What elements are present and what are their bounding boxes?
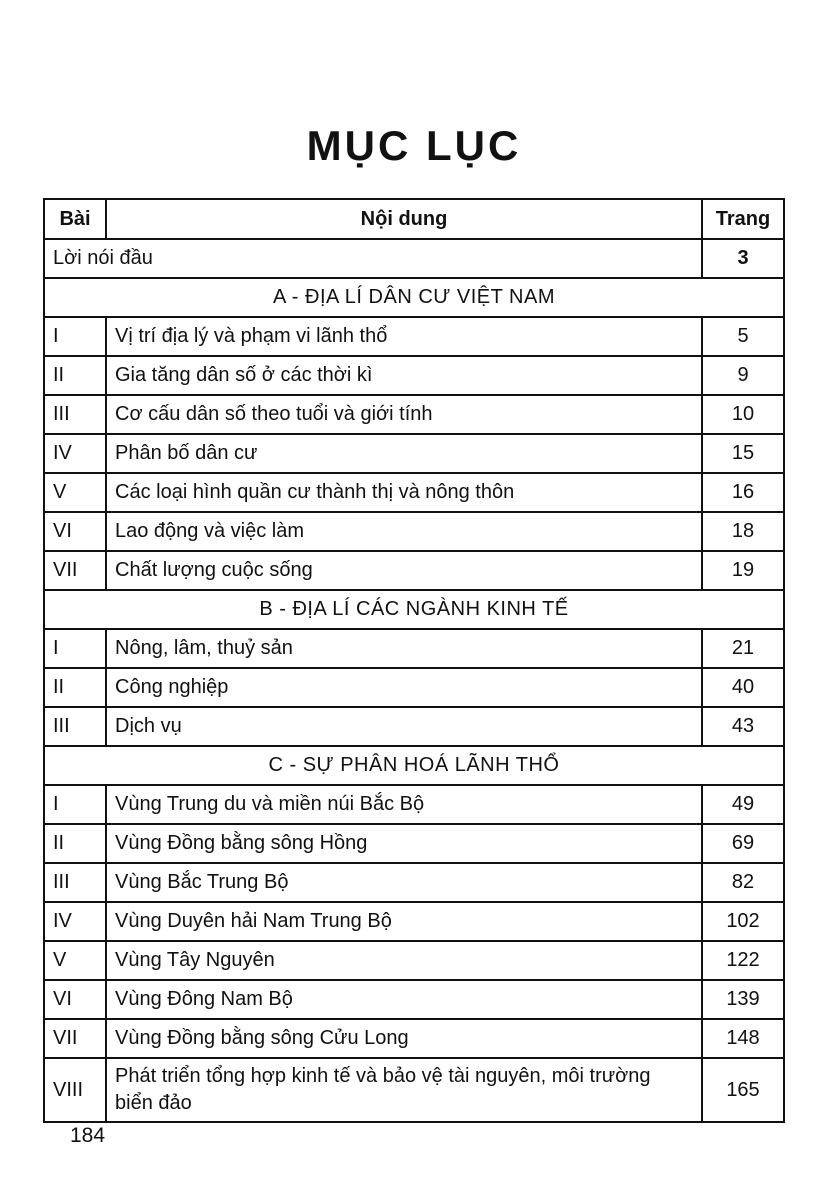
entry-page: 3 bbox=[702, 239, 784, 278]
entry-page: 49 bbox=[702, 785, 784, 824]
entry-page: 165 bbox=[702, 1058, 784, 1122]
entry-page: 16 bbox=[702, 473, 784, 512]
toc-entry-row bbox=[44, 1019, 784, 1058]
column-header-bai: Bài bbox=[44, 199, 106, 239]
entry-numeral: V bbox=[44, 473, 106, 512]
entry-page: 21 bbox=[702, 629, 784, 668]
entry-numeral: II bbox=[44, 824, 106, 863]
entry-title: Lời nói đầu bbox=[44, 239, 702, 278]
table-header-row bbox=[44, 199, 784, 239]
intro-row bbox=[44, 239, 784, 278]
entry-page: 139 bbox=[702, 980, 784, 1019]
entry-numeral: II bbox=[44, 356, 106, 395]
entry-title: Vùng Bắc Trung Bộ bbox=[106, 863, 702, 902]
entry-title: Phân bố dân cư bbox=[106, 434, 702, 473]
entry-title: Vị trí địa lý và phạm vi lãnh thổ bbox=[106, 317, 702, 356]
entry-numeral: IV bbox=[44, 434, 106, 473]
entry-numeral: II bbox=[44, 668, 106, 707]
entry-numeral: I bbox=[44, 317, 106, 356]
entry-numeral: VIII bbox=[44, 1058, 106, 1122]
entry-title: Gia tăng dân số ở các thời kì bbox=[106, 356, 702, 395]
toc-entry-row bbox=[44, 1058, 784, 1122]
toc-entry-row bbox=[44, 434, 784, 473]
entry-page: 122 bbox=[702, 941, 784, 980]
toc-entry-row bbox=[44, 824, 784, 863]
entry-numeral: IV bbox=[44, 902, 106, 941]
toc-entry-row bbox=[44, 473, 784, 512]
entry-page: 18 bbox=[702, 512, 784, 551]
entry-title: Các loại hình quần cư thành thị và nông thôn bbox=[106, 473, 702, 512]
toc-entry-row bbox=[44, 785, 784, 824]
toc-table bbox=[43, 198, 785, 1123]
entry-title: Chất lượng cuộc sống bbox=[106, 551, 702, 590]
entry-numeral: V bbox=[44, 941, 106, 980]
entry-numeral: VI bbox=[44, 980, 106, 1019]
entry-page: 69 bbox=[702, 824, 784, 863]
footer-page-number: 184 bbox=[70, 1124, 106, 1147]
section-header-label: B - ĐỊA LÍ CÁC NGÀNH KINH TẾ bbox=[44, 590, 784, 629]
entry-page: 43 bbox=[702, 707, 784, 746]
entry-numeral: III bbox=[44, 395, 106, 434]
column-header-noidung: Nội dung bbox=[106, 199, 702, 239]
entry-page: 15 bbox=[702, 434, 784, 473]
section-header-label: C - SỰ PHÂN HOÁ LÃNH THỔ bbox=[44, 746, 784, 785]
entry-title: Vùng Duyên hải Nam Trung Bộ bbox=[106, 902, 702, 941]
toc-entry-row bbox=[44, 512, 784, 551]
page-title: MỤC LỤC bbox=[306, 122, 522, 169]
toc-entry-row bbox=[44, 551, 784, 590]
entry-title: Vùng Đông Nam Bộ bbox=[106, 980, 702, 1019]
entry-numeral: I bbox=[44, 785, 106, 824]
entry-title: Vùng Đồng bằng sông Hồng bbox=[106, 824, 702, 863]
entry-title: Vùng Tây Nguyên bbox=[106, 941, 702, 980]
entry-title: Vùng Trung du và miền núi Bắc Bộ bbox=[106, 785, 702, 824]
entry-title: Nông, lâm, thuỷ sản bbox=[106, 629, 702, 668]
entry-title: Công nghiệp bbox=[106, 668, 702, 707]
toc-entry-row bbox=[44, 317, 784, 356]
column-header-trang: Trang bbox=[702, 199, 784, 239]
entry-page: 82 bbox=[702, 863, 784, 902]
entry-page: 19 bbox=[702, 551, 784, 590]
toc-entry-row bbox=[44, 395, 784, 434]
entry-page: 10 bbox=[702, 395, 784, 434]
entry-page: 148 bbox=[702, 1019, 784, 1058]
entry-page: 40 bbox=[702, 668, 784, 707]
section-header-row bbox=[44, 746, 784, 785]
entry-numeral: VI bbox=[44, 512, 106, 551]
entry-title: Phát triển tổng hợp kinh tế và bảo vệ tài nguyên, môi trường biển đảo bbox=[106, 1058, 702, 1122]
entry-numeral: III bbox=[44, 707, 106, 746]
toc-table-body bbox=[44, 239, 784, 1122]
toc-entry-row bbox=[44, 707, 784, 746]
entry-page: 5 bbox=[702, 317, 784, 356]
toc-entry-row bbox=[44, 902, 784, 941]
section-header-row bbox=[44, 278, 784, 317]
entry-page: 102 bbox=[702, 902, 784, 941]
toc-entry-row bbox=[44, 941, 784, 980]
entry-title: Cơ cấu dân số theo tuổi và giới tính bbox=[106, 395, 702, 434]
toc-entry-row bbox=[44, 356, 784, 395]
toc-entry-row bbox=[44, 668, 784, 707]
entry-title: Dịch vụ bbox=[106, 707, 702, 746]
toc-entry-row bbox=[44, 980, 784, 1019]
section-header-label: A - ĐỊA LÍ DÂN CƯ VIỆT NAM bbox=[44, 278, 784, 317]
entry-numeral: I bbox=[44, 629, 106, 668]
toc-entry-row bbox=[44, 629, 784, 668]
section-header-row bbox=[44, 590, 784, 629]
entry-numeral: III bbox=[44, 863, 106, 902]
entry-numeral: VII bbox=[44, 551, 106, 590]
toc-entry-row bbox=[44, 863, 784, 902]
entry-title: Lao động và việc làm bbox=[106, 512, 702, 551]
entry-page: 9 bbox=[702, 356, 784, 395]
entry-title: Vùng Đồng bằng sông Cửu Long bbox=[106, 1019, 702, 1058]
entry-numeral: VII bbox=[44, 1019, 106, 1058]
